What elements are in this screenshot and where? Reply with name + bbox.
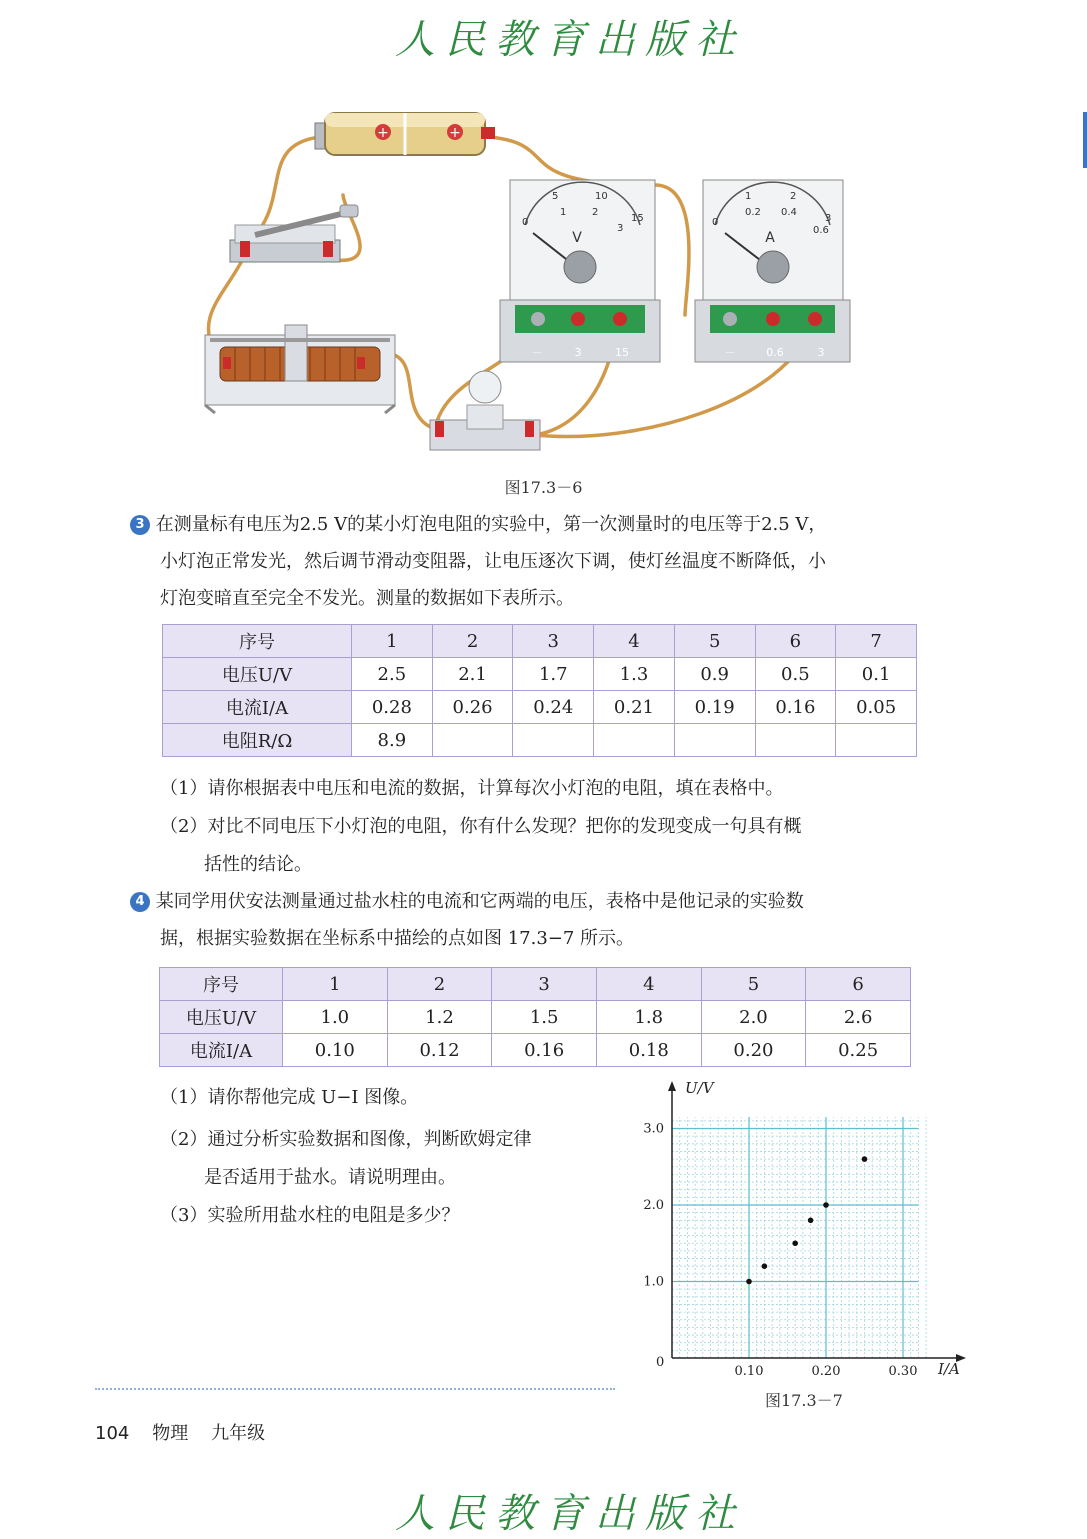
- q4-sub1: （1）请你帮他完成 U−I 图像。: [160, 1087, 419, 1108]
- footer-brand: 人民教育出版社: [395, 1491, 745, 1537]
- svg-text:15: 15: [615, 346, 629, 359]
- q4-sub3: （3）实验所用盐水柱的电阻是多少？: [160, 1205, 460, 1226]
- x-tick-label: 0.30: [888, 1364, 918, 1379]
- svg-text:+: +: [377, 125, 389, 141]
- chart-grid-minor: [672, 1117, 926, 1358]
- y-tick-label: 1.0: [643, 1274, 664, 1290]
- ammeter-icon: [695, 180, 850, 362]
- svg-text:2: 2: [790, 191, 797, 202]
- q3-table: [162, 624, 917, 757]
- switch-icon: [230, 205, 358, 262]
- battery-icon: [315, 113, 495, 155]
- svg-text:－: －: [724, 346, 736, 359]
- svg-text:0.6: 0.6: [813, 225, 829, 236]
- footer-subject: 物理: [152, 1423, 189, 1444]
- data-point: [823, 1202, 829, 1208]
- svg-text:10: 10: [595, 191, 608, 202]
- footer-separator: [95, 1388, 615, 1390]
- svg-text:3: 3: [574, 346, 582, 359]
- svg-text:1: 1: [745, 191, 752, 202]
- svg-text:15: 15: [631, 213, 644, 224]
- data-point: [808, 1218, 814, 1224]
- svg-text:0.4: 0.4: [781, 207, 797, 218]
- q4-subquestions: （1）请你帮他完成 U−I 图像。 （2）通过分析实验数据和图像，判断欧姆定律 是否适用于盐水。请说明理由。 （3）实验所用盐水柱的电阻是多少？: [160, 1079, 630, 1235]
- q4-text: 4 某同学用伏安法测量通过盐水柱的电流和它两端的电压，表格中是他记录的实验数 据，根据实验数据在坐标系中描绘的点如图 17.3−7 所示。: [130, 883, 930, 957]
- data-point: [762, 1263, 768, 1269]
- table-row: 序号 1 2 3 4 5 6: [160, 968, 911, 1001]
- svg-text:0: 0: [712, 217, 719, 228]
- y-tick-label: 3.0: [643, 1121, 664, 1137]
- table-row: 电压U/V 2.5 2.1 1.7 1.3 0.9 0.5 0.1: [163, 658, 917, 691]
- data-point: [746, 1279, 752, 1285]
- svg-text:3: 3: [825, 213, 832, 224]
- svg-text:0: 0: [522, 217, 529, 228]
- y-axis-arrow-icon: [668, 1081, 676, 1091]
- table-row: 电阻R/Ω 8.9: [163, 724, 917, 757]
- q3-sub2: （2）对比不同电压下小灯泡的电阻，你有什么发现？把你的发现变成一句具有概: [160, 816, 802, 837]
- svg-text:0.6: 0.6: [766, 346, 784, 359]
- svg-text:3: 3: [817, 346, 825, 359]
- data-point: [862, 1156, 868, 1162]
- figure1-caption: 图17.3－6: [504, 478, 583, 497]
- q3-text: 3 在测量标有电压为2.5 V的某小灯泡电阻的实验中，第一次测量时的电压等于2.5 V， 小灯泡正常发光，然后调节滑动变阻器，让电压逐次下调，使灯丝温度不断降低，小 灯泡变暗直至完全不发光。测量的数据如下表所示。: [130, 506, 930, 617]
- table-row: 电压U/V 1.0 1.2 1.5 1.8 2.0 2.6: [160, 1001, 911, 1034]
- origin-label: 0: [656, 1355, 665, 1370]
- svg-text:0.2: 0.2: [745, 207, 761, 218]
- q4-sub2: （2）通过分析实验数据和图像，判断欧姆定律: [160, 1129, 532, 1150]
- lamp-icon: [430, 371, 540, 450]
- q4-number-badge: 4: [130, 892, 150, 912]
- voltmeter-icon: [500, 180, 660, 362]
- table-row: 序号 1 2 3 4 5 6 7: [163, 625, 917, 658]
- table-row: 电流I/A 0.28 0.26 0.24 0.21 0.19 0.16 0.05: [163, 691, 917, 724]
- svg-text:－: －: [531, 346, 543, 359]
- q3-sub1: （1）请你根据表中电压和电流的数据，计算每次小灯泡的电阻，填在表格中。: [160, 778, 784, 799]
- footer-info: [95, 1419, 265, 1445]
- q3-subquestions: （1）请你根据表中电压和电流的数据，计算每次小灯泡的电阻，填在表格中。 （2）对比不同电压下小灯泡的电阻，你有什么发现？把你的发现变成一句具有概 括性的结论。: [160, 770, 940, 884]
- svg-text:+: +: [449, 125, 461, 141]
- y-tick-label: 2.0: [643, 1198, 664, 1213]
- voltmeter-symbol: V: [572, 230, 582, 246]
- ammeter-symbol: A: [765, 230, 775, 246]
- q4-table: [159, 967, 911, 1067]
- figure2-caption: 图17.3－7: [765, 1391, 843, 1410]
- rheostat-icon: [205, 325, 395, 413]
- svg-text:2: 2: [592, 207, 599, 218]
- x-tick-label: 0.10: [734, 1364, 764, 1379]
- q3-number-badge: 3: [130, 515, 150, 535]
- ui-chart: [630, 1075, 980, 1380]
- x-tick-label: 0.20: [811, 1364, 841, 1379]
- y-axis-label: U/V: [685, 1079, 714, 1097]
- svg-text:5: 5: [552, 191, 559, 202]
- svg-text:1: 1: [560, 207, 567, 218]
- footer-grade: 九年级: [211, 1423, 266, 1444]
- header-brand: 人民教育出版社: [395, 17, 745, 63]
- page-number: 104: [95, 1423, 130, 1444]
- circuit-figure: [185, 95, 875, 465]
- svg-text:3: 3: [617, 223, 624, 234]
- data-point: [792, 1240, 798, 1246]
- table-row: 电流I/A 0.10 0.12 0.16 0.18 0.20 0.25: [160, 1034, 911, 1067]
- page-edge-marker: [1083, 112, 1087, 168]
- x-axis-label: I/A: [938, 1360, 960, 1378]
